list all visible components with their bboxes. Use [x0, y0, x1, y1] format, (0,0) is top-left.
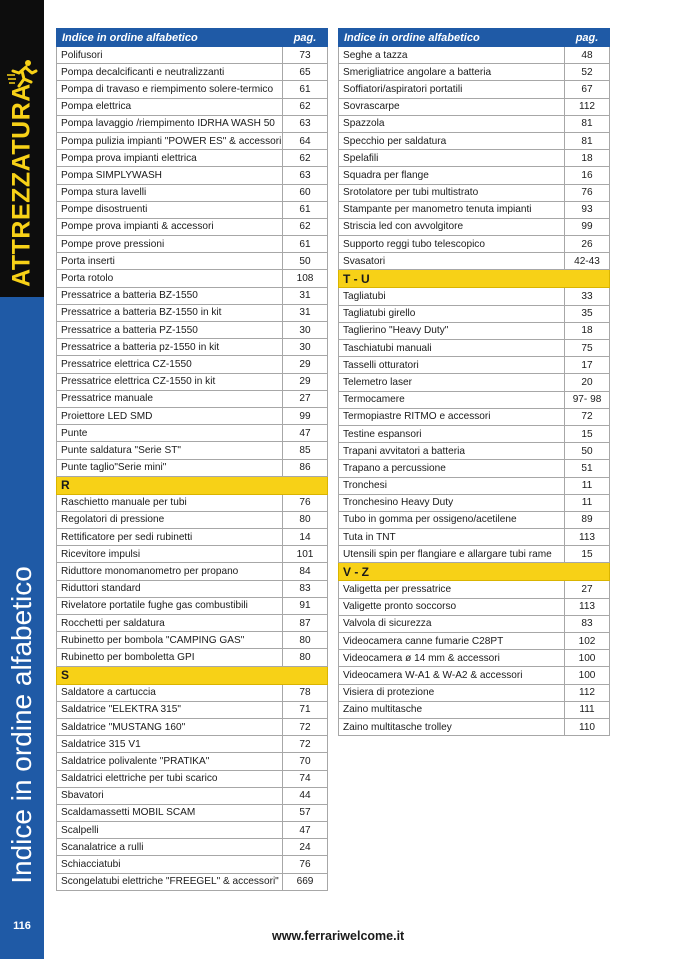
item-page: 62	[283, 218, 328, 235]
item-name: Pompa decalcificanti e neutralizzanti	[57, 64, 283, 81]
item-name: Pompa elettrica	[57, 98, 283, 115]
item-name: Pressatrice elettrica CZ-1550	[57, 356, 283, 373]
table-row	[57, 736, 328, 753]
table-row	[57, 356, 328, 373]
header-name: Indice in ordine alfabetico	[57, 29, 283, 47]
item-name: Srotolatore per tubi multistrato	[339, 184, 565, 201]
item-name: Polifusori	[57, 47, 283, 64]
item-page: 113	[565, 598, 610, 615]
table-row	[57, 684, 328, 701]
table-row	[57, 304, 328, 321]
item-page: 15	[565, 425, 610, 442]
item-name: Punte	[57, 425, 283, 442]
table-row	[339, 581, 610, 598]
table-row	[57, 64, 328, 81]
item-name: Porta rotolo	[57, 270, 283, 287]
item-name: Pompa SIMPLYWASH	[57, 167, 283, 184]
item-name: Saldatrice "MUSTANG 160"	[57, 718, 283, 735]
item-page: 76	[283, 494, 328, 511]
item-page: 15	[565, 546, 610, 563]
item-page: 110	[565, 718, 610, 735]
item-name: Tagliatubi girello	[339, 305, 565, 322]
table-row	[57, 167, 328, 184]
item-name: Specchio per saldatura	[339, 132, 565, 149]
table-row	[339, 236, 610, 253]
item-page: 61	[283, 236, 328, 253]
table-row	[339, 511, 610, 528]
item-page: 33	[565, 288, 610, 305]
item-page: 72	[283, 736, 328, 753]
website-link[interactable]: www.ferrariwelcome.it	[272, 929, 405, 943]
table-row	[339, 650, 610, 667]
table-row	[339, 494, 610, 511]
section-letter: S	[57, 666, 328, 684]
item-name: Regolatori di pressione	[57, 511, 283, 528]
table-row	[57, 753, 328, 770]
table-row	[339, 253, 610, 270]
item-name: Pressatrice a batteria pz-1550 in kit	[57, 339, 283, 356]
item-name: Tagliatubi	[339, 288, 565, 305]
item-page: 30	[283, 322, 328, 339]
item-page: 61	[283, 81, 328, 98]
table-row	[57, 511, 328, 528]
table-row	[339, 98, 610, 115]
item-name: Pressatrice a batteria PZ-1550	[57, 322, 283, 339]
item-page: 26	[565, 236, 610, 253]
item-page: 14	[283, 529, 328, 546]
item-page: 70	[283, 753, 328, 770]
item-page: 113	[565, 529, 610, 546]
item-page: 31	[283, 287, 328, 304]
item-page: 81	[565, 132, 610, 149]
item-name: Pompe disostruenti	[57, 201, 283, 218]
table-row	[57, 718, 328, 735]
item-name: Supporto reggi tubo telescopico	[339, 236, 565, 253]
item-page: 111	[565, 701, 610, 718]
item-name: Spazzola	[339, 115, 565, 132]
table-row	[57, 81, 328, 98]
item-name: Pompa stura lavelli	[57, 184, 283, 201]
item-page: 64	[283, 132, 328, 149]
item-name: Riduttori standard	[57, 580, 283, 597]
item-page: 99	[565, 218, 610, 235]
table-row	[57, 407, 328, 424]
table-row	[339, 218, 610, 235]
table-header	[339, 29, 610, 47]
item-name: Pompa di travaso e riempimento solere-termico	[57, 81, 283, 98]
table-row	[57, 373, 328, 390]
table-row	[57, 425, 328, 442]
item-page: 30	[283, 339, 328, 356]
item-page: 85	[283, 442, 328, 459]
item-page: 31	[283, 304, 328, 321]
item-page: 100	[565, 667, 610, 684]
item-name: Scongelatubi elettriche "FREEGEL" & accessori"	[57, 873, 283, 890]
item-page: 62	[283, 150, 328, 167]
item-page: 44	[283, 787, 328, 804]
item-name: Pompe prova impianti & accessori	[57, 218, 283, 235]
item-page: 76	[565, 184, 610, 201]
table-row	[339, 201, 610, 218]
item-page: 83	[283, 580, 328, 597]
item-page: 61	[283, 201, 328, 218]
item-page: 81	[565, 115, 610, 132]
section-letter: V - Z	[339, 563, 610, 581]
table-row	[339, 443, 610, 460]
item-page: 99	[283, 407, 328, 424]
item-name: Telemetro laser	[339, 374, 565, 391]
item-name: Sovrascarpe	[339, 98, 565, 115]
table-row	[57, 322, 328, 339]
item-page: 51	[565, 460, 610, 477]
table-row	[57, 615, 328, 632]
item-name: Videocamera canne fumarie C28PT	[339, 633, 565, 650]
item-page: 72	[565, 408, 610, 425]
table-row	[339, 391, 610, 408]
item-page: 11	[565, 494, 610, 511]
item-name: Taglierino "Heavy Duty"	[339, 322, 565, 339]
item-page: 24	[283, 839, 328, 856]
item-page: 84	[283, 563, 328, 580]
item-name: Raschietto manuale per tubi	[57, 494, 283, 511]
item-name: Spelafili	[339, 150, 565, 167]
item-page: 101	[283, 546, 328, 563]
item-name: Tuta in TNT	[339, 529, 565, 546]
table-row	[339, 425, 610, 442]
item-page: 63	[283, 115, 328, 132]
item-page: 93	[565, 201, 610, 218]
section-letter: R	[57, 476, 328, 494]
item-page: 80	[283, 511, 328, 528]
item-name: Rubinetto per bomboletta GPI	[57, 649, 283, 666]
item-name: Taschiatubi manuali	[339, 340, 565, 357]
table-row	[339, 529, 610, 546]
item-page: 669	[283, 873, 328, 890]
item-name: Riduttore monomanometro per propano	[57, 563, 283, 580]
table-row	[339, 477, 610, 494]
table-row	[57, 804, 328, 821]
item-page: 65	[283, 64, 328, 81]
table-row	[57, 701, 328, 718]
section-header	[57, 476, 328, 494]
table-row	[57, 580, 328, 597]
item-page: 91	[283, 597, 328, 614]
item-name: Videocamera W-A1 & W-A2 & accessori	[339, 667, 565, 684]
table-row	[57, 98, 328, 115]
header-page: pag.	[565, 29, 610, 47]
item-name: Punte saldatura "Serie ST"	[57, 442, 283, 459]
table-row	[57, 47, 328, 64]
item-page: 57	[283, 804, 328, 821]
item-page: 11	[565, 477, 610, 494]
table-row	[339, 340, 610, 357]
table-row	[57, 270, 328, 287]
item-page: 42-43	[565, 253, 610, 270]
item-page: 29	[283, 373, 328, 390]
item-name: Schiacciatubi	[57, 856, 283, 873]
item-page: 83	[565, 615, 610, 632]
table-row	[57, 494, 328, 511]
table-row	[339, 374, 610, 391]
page-number: 116	[13, 920, 31, 932]
item-page: 112	[565, 98, 610, 115]
item-page: 86	[283, 459, 328, 476]
table-row	[339, 684, 610, 701]
item-page: 73	[283, 47, 328, 64]
item-name: Saldatrice "ELEKTRA 315"	[57, 701, 283, 718]
item-page: 18	[565, 150, 610, 167]
item-name: Rettificatore per sedi rubinetti	[57, 529, 283, 546]
item-name: Pressatrice elettrica CZ-1550 in kit	[57, 373, 283, 390]
right-index-table	[338, 28, 610, 736]
item-name: Pressatrice a batteria BZ-1550 in kit	[57, 304, 283, 321]
table-row	[339, 47, 610, 64]
left-index-table	[56, 28, 328, 891]
item-page: 29	[283, 356, 328, 373]
table-row	[339, 150, 610, 167]
table-row	[57, 184, 328, 201]
item-name: Zaino multitasche	[339, 701, 565, 718]
item-page: 108	[283, 270, 328, 287]
table-row	[57, 770, 328, 787]
item-page: 48	[565, 47, 610, 64]
item-name: Svasatori	[339, 253, 565, 270]
table-row	[57, 390, 328, 407]
table-row	[57, 632, 328, 649]
item-name: Tronchesi	[339, 477, 565, 494]
item-page: 63	[283, 167, 328, 184]
item-name: Termopiastre RITMO e accessori	[339, 408, 565, 425]
item-page: 75	[565, 340, 610, 357]
table-row	[57, 873, 328, 890]
table-row	[339, 167, 610, 184]
table-row	[339, 357, 610, 374]
item-page: 76	[283, 856, 328, 873]
table-row	[57, 529, 328, 546]
item-page: 50	[565, 443, 610, 460]
item-page: 35	[565, 305, 610, 322]
item-name: Pressatrice manuale	[57, 390, 283, 407]
item-name: Punte taglio"Serie mini"	[57, 459, 283, 476]
item-name: Videocamera ø 14 mm & accessori	[339, 650, 565, 667]
item-name: Utensili spin per flangiare e allargare tubi rame	[339, 546, 565, 563]
item-name: Seghe a tazza	[339, 47, 565, 64]
item-name: Tasselli otturatori	[339, 357, 565, 374]
table-row	[57, 218, 328, 235]
item-name: Tubo in gomma per ossigeno/acetilene	[339, 511, 565, 528]
header-name: Indice in ordine alfabetico	[339, 29, 565, 47]
item-page: 102	[565, 633, 610, 650]
item-name: Trapano a percussione	[339, 460, 565, 477]
table-row	[57, 459, 328, 476]
item-name: Visiera di protezione	[339, 684, 565, 701]
item-name: Trapani avvitatori a batteria	[339, 443, 565, 460]
table-row	[339, 132, 610, 149]
item-page: 67	[565, 81, 610, 98]
item-page: 27	[565, 581, 610, 598]
table-row	[339, 667, 610, 684]
table-row	[57, 253, 328, 270]
table-row	[57, 597, 328, 614]
table-row	[57, 822, 328, 839]
item-name: Scaldamassetti MOBIL SCAM	[57, 804, 283, 821]
item-page: 112	[565, 684, 610, 701]
table-row	[57, 649, 328, 666]
item-name: Proiettore LED SMD	[57, 407, 283, 424]
item-name: Stampante per manometro tenuta impianti	[339, 201, 565, 218]
table-row	[339, 322, 610, 339]
item-page: 50	[283, 253, 328, 270]
item-name: Valigette pronto soccorso	[339, 598, 565, 615]
table-row	[57, 201, 328, 218]
item-name: Scanalatrice a rulli	[57, 839, 283, 856]
item-name: Valigetta per pressatrice	[339, 581, 565, 598]
item-name: Pompe prove pressioni	[57, 236, 283, 253]
item-name: Pompa prova impianti elettrica	[57, 150, 283, 167]
table-row	[339, 633, 610, 650]
item-name: Termocamere	[339, 391, 565, 408]
item-name: Smerigliatrice angolare a batteria	[339, 64, 565, 81]
item-name: Ricevitore impulsi	[57, 546, 283, 563]
item-page: 78	[283, 684, 328, 701]
item-name: Sbavatori	[57, 787, 283, 804]
item-name: Soffiatori/aspiratori portatili	[339, 81, 565, 98]
item-name: Striscia led con avvolgitore	[339, 218, 565, 235]
item-page: 47	[283, 425, 328, 442]
section-header	[339, 563, 610, 581]
table-row	[339, 115, 610, 132]
item-name: Rivelatore portatile fughe gas combustibili	[57, 597, 283, 614]
item-page: 18	[565, 322, 610, 339]
table-row	[57, 856, 328, 873]
section-letter: T - U	[339, 270, 610, 288]
item-name: Scalpelli	[57, 822, 283, 839]
item-name: Saldatore a cartuccia	[57, 684, 283, 701]
item-page: 60	[283, 184, 328, 201]
item-name: Valvola di sicurezza	[339, 615, 565, 632]
item-page: 16	[565, 167, 610, 184]
item-page: 89	[565, 511, 610, 528]
table-row	[57, 132, 328, 149]
table-row	[339, 460, 610, 477]
category-title: ATTREZZATURA	[7, 83, 36, 287]
table-row	[57, 787, 328, 804]
item-name: Tronchesino Heavy Duty	[339, 494, 565, 511]
item-page: 80	[283, 632, 328, 649]
table-row	[57, 287, 328, 304]
item-page: 97- 98	[565, 391, 610, 408]
table-row	[339, 64, 610, 81]
item-page: 17	[565, 357, 610, 374]
item-page: 52	[565, 64, 610, 81]
item-name: Pressatrice a batteria BZ-1550	[57, 287, 283, 304]
item-page: 20	[565, 374, 610, 391]
table-row	[339, 305, 610, 322]
item-name: Porta inserti	[57, 253, 283, 270]
section-header	[57, 666, 328, 684]
table-row	[339, 184, 610, 201]
table-row	[339, 701, 610, 718]
item-name: Saldatrice polivalente "PRATIKA"	[57, 753, 283, 770]
item-page: 100	[565, 650, 610, 667]
item-name: Pompa lavaggio /riempimento IDRHA WASH 50	[57, 115, 283, 132]
table-row	[339, 615, 610, 632]
item-page: 71	[283, 701, 328, 718]
table-row	[339, 408, 610, 425]
table-row	[339, 546, 610, 563]
item-name: Zaino multitasche trolley	[339, 718, 565, 735]
table-row	[57, 563, 328, 580]
table-row	[57, 442, 328, 459]
item-page: 47	[283, 822, 328, 839]
item-page: 27	[283, 390, 328, 407]
item-page: 80	[283, 649, 328, 666]
table-row	[57, 339, 328, 356]
item-name: Squadra per flange	[339, 167, 565, 184]
table-row	[57, 115, 328, 132]
item-name: Saldatrici elettriche per tubi scarico	[57, 770, 283, 787]
item-page: 74	[283, 770, 328, 787]
table-row	[339, 81, 610, 98]
table-row	[339, 598, 610, 615]
table-row	[57, 546, 328, 563]
table-row	[57, 236, 328, 253]
table-row	[339, 718, 610, 735]
section-header	[339, 270, 610, 288]
table-row	[57, 150, 328, 167]
header-page: pag.	[283, 29, 328, 47]
item-name: Rubinetto per bombola "CAMPING GAS"	[57, 632, 283, 649]
item-name: Testine espansori	[339, 425, 565, 442]
index-title: Indice in ordine alfabetico	[6, 566, 37, 884]
item-page: 62	[283, 98, 328, 115]
item-name: Saldatrice 315 V1	[57, 736, 283, 753]
table-header	[57, 29, 328, 47]
item-name: Rocchetti per saldatura	[57, 615, 283, 632]
item-page: 87	[283, 615, 328, 632]
item-page: 72	[283, 718, 328, 735]
table-row	[57, 839, 328, 856]
item-name: Pompa pulizia impianti "POWER ES" & accessori	[57, 132, 283, 149]
table-row	[339, 288, 610, 305]
